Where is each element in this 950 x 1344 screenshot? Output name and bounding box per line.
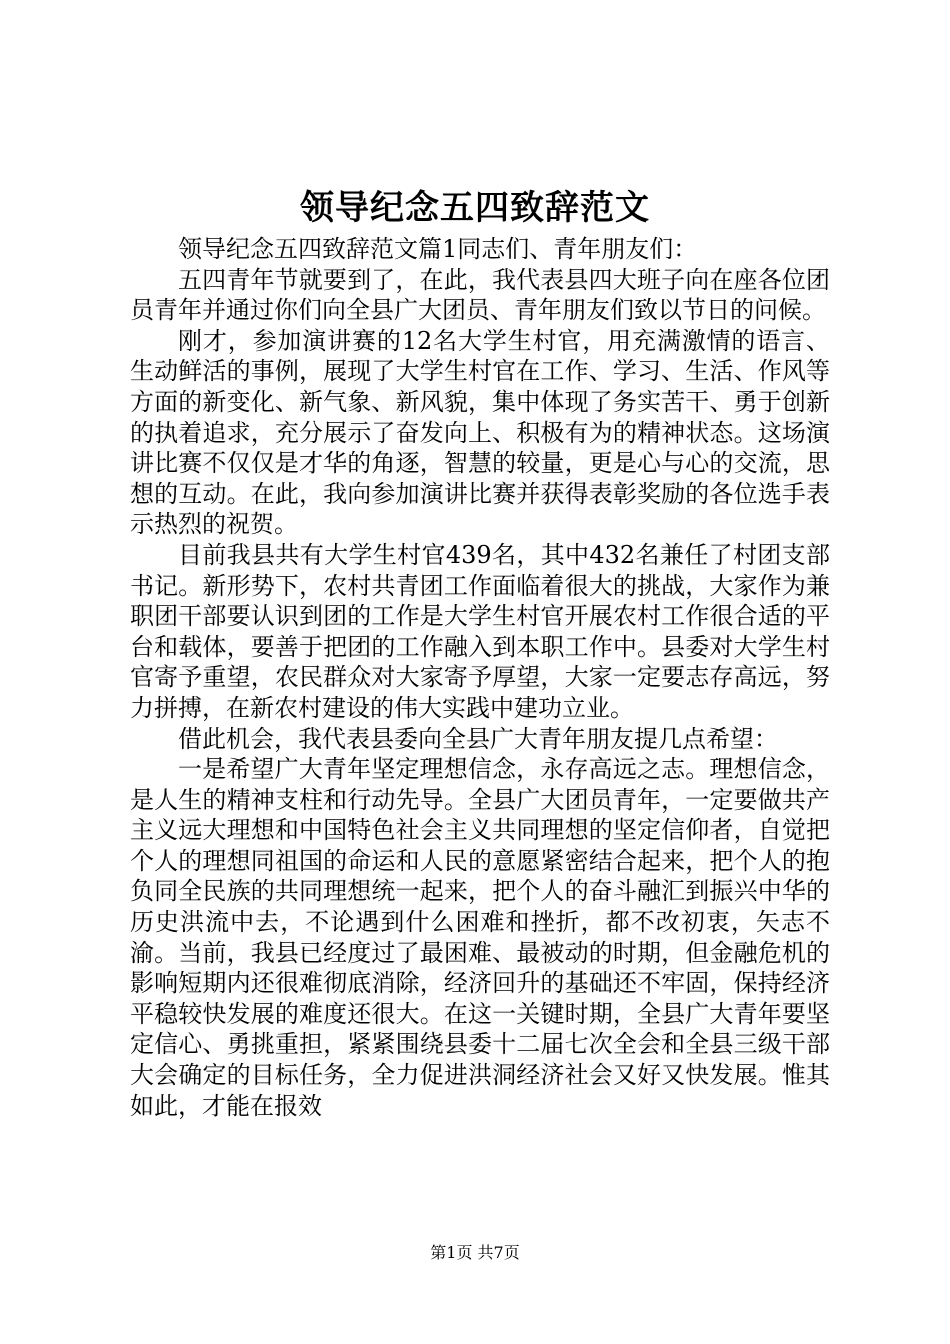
paragraph-hope-one: 一是希望广大青年坚定理想信念，永存高远之志。理想信念，是人生的精神支柱和行动先导。全县广大团员青年，一定要做共产主义远大理想和中国特色社会主义共同理想的坚定信仰者，自觉把个人的理想同祖国的命运和人民的意愿紧密结合起来，把个人的抱负同全民族的共同理想统一起来，把个人的奋斗融汇到振兴中华的历史洪流中去，不论遇到什么困难和挫折，都不改初衷，矢志不渝。当前，我县已经度过了最困难、最被动的时期，但金融危机的影响短期内还很难彻底消除，经济回升的基础还不牢固，保持经济平稳较快发展的难度还很大。在这一关键时期，全县广大青年要坚定信心、勇挑重担，紧紧围绕县委十二届七次全会和全县三级干部大会确定的目标任务，全力促进洪洞经济社会又好又快发展。惟其如此，才能在报效 (130, 755, 830, 1120)
page-footer: 第1页 共7页 (430, 1243, 520, 1262)
document-title: 领导纪念五四致辞范文 (300, 188, 650, 228)
document-body (130, 234, 830, 1121)
paragraph-festival-greeting: 五四青年节就要到了，在此，我代表县四大班子向在座各位团员青年并通过你们向全县广大团员、青年朋友们致以节日的问候。 (130, 265, 830, 325)
paragraph-village-officials: 目前我县共有大学生村官439名，其中432名兼任了村团支部书记。新形势下，农村共青团工作面临着很大的挑战，大家作为兼职团干部要认识到团的工作是大学生村官开展农村工作很合适的平台和载体，要善于把团的工作融入到本职工作中。县委对大学生村官寄予重望，农民群众对大家寄予厚望，大家一定要志存高远，努力拼搏，在新农村建设的伟大实践中建功立业。 (130, 540, 830, 722)
paragraph-greeting: 领导纪念五四致辞范文篇1同志们、青年朋友们： (178, 235, 698, 263)
paragraph-hopes-intro: 借此机会，我代表县委向全县广大青年朋友提几点希望： (178, 724, 778, 753)
paragraph-speech-contest: 刚才，参加演讲赛的12名大学生村官，用充满激情的语言、生动鲜活的事例，展现了大学生村官在工作、学习、生活、作风等方面的新变化、新气象、新风貌，集中体现了务实苦干、勇于创新的执着追求，充分展示了奋发向上、积极有为的精神状态。这场演讲比赛不仅仅是才华的角逐，智慧的较量，更是心与心的交流，思想的互动。在此，我向参加演讲比赛并获得表彰奖励的各位选手表示热烈的祝贺。 (130, 326, 830, 539)
